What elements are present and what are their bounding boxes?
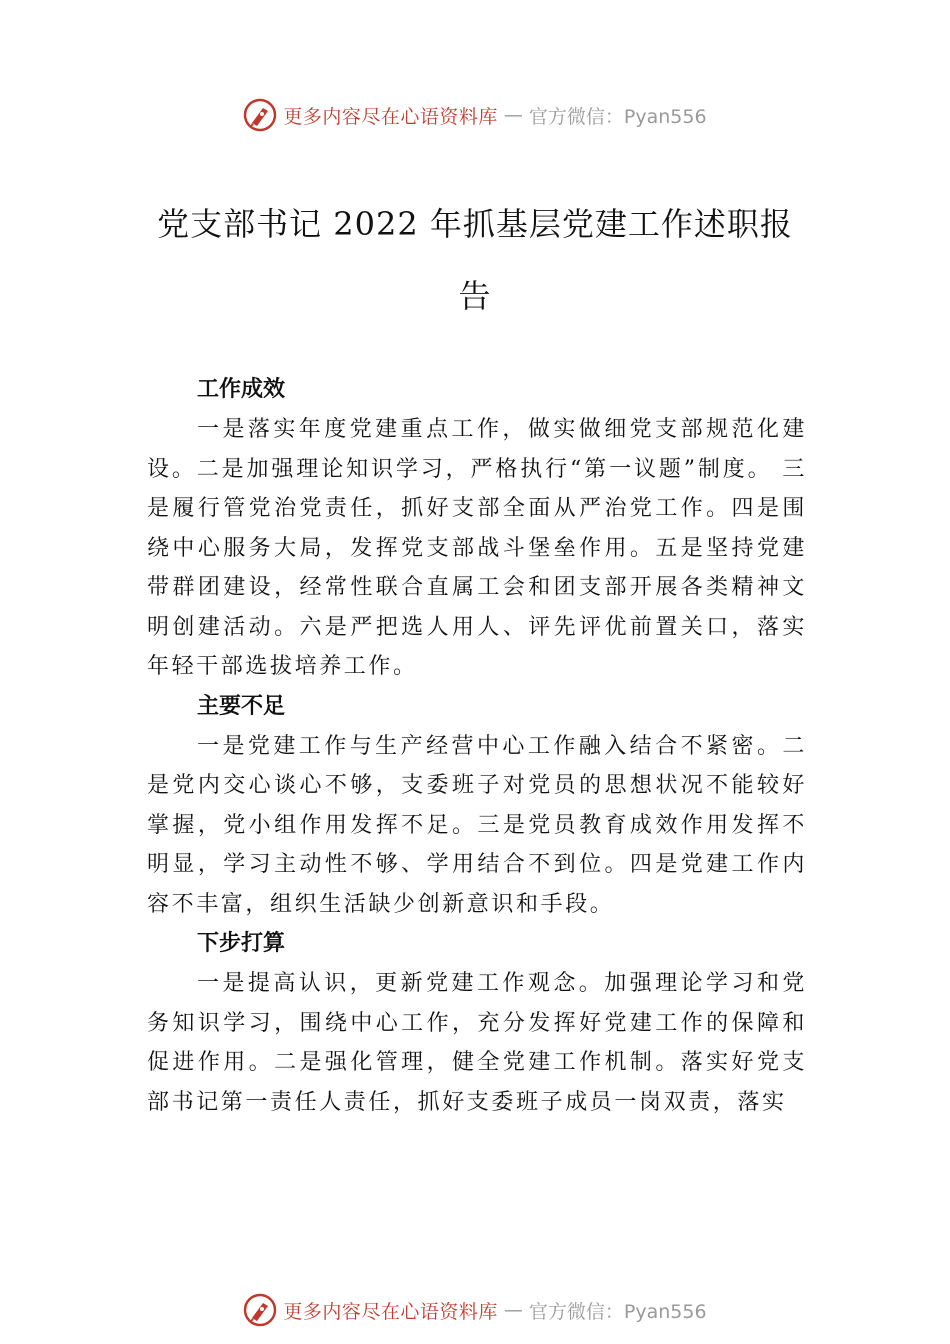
- section-heading-achievements: 工作成效: [197, 377, 286, 402]
- header-watermark: [0, 95, 950, 135]
- watermark-separator: —: [503, 104, 523, 126]
- section-heading-next-steps: 下步打算: [197, 931, 286, 956]
- section-paragraph-achievements: 一是落实年度党建重点工作，做实做细党支部规范化建设。二是加强理论知识学习，严格执行“第一议题”制度。 三是履行管党治党责任，抓好支部全面从严治党工作。四是围绕中心服务大局，发挥党支部战斗堡垒作用。五是坚持党建带群团建设，经常性联合直属工会和团支部开展各类精神文明创建活动。六是严把选人用人、评先评优前置关口，落实年轻干部选拔培养工作。: [147, 417, 807, 679]
- section-paragraph-shortcomings: 一是党建工作与生产经营中心工作融入结合不紧密。二是党内交心谈心不够，支委班子对党员的思想状况不能较好掌握，党小组作用发挥不足。三是党员教育成效作用发挥不明显，学习主动性不够、学用结合不到位。四是党建工作内容不丰富，组织生活缺少创新意识和手段。: [147, 733, 807, 917]
- watermark-brand-text: 更多内容尽在心语资料库: [283, 105, 498, 128]
- document-title: 党支部书记 2022 年抓基层党建工作述职报告: [157, 205, 793, 315]
- pen-nib-logo-icon: [243, 1293, 277, 1327]
- watermark-brand-text: 更多内容尽在心语资料库: [283, 1300, 498, 1323]
- section-paragraph-next-steps: 一是提高认识，更新党建工作观念。加强理论学习和党务知识学习，围绕中心工作，充分发挥好党建工作的保障和促进作用。二是强化管理，健全党建工作机制。落实好党支部书记第一责任人责任，抓好支委班子成员一岗双责，落实: [147, 971, 807, 1115]
- section-heading-shortcomings: 主要不足: [197, 693, 286, 719]
- pen-nib-logo-icon: [243, 98, 277, 132]
- watermark-contact-text: 官方微信：Pyan556: [528, 105, 707, 128]
- footer-watermark: [0, 1290, 950, 1330]
- watermark-contact-text: 官方微信：Pyan556: [528, 1300, 707, 1323]
- watermark-separator: —: [503, 1299, 523, 1321]
- document-body: [147, 370, 807, 1122]
